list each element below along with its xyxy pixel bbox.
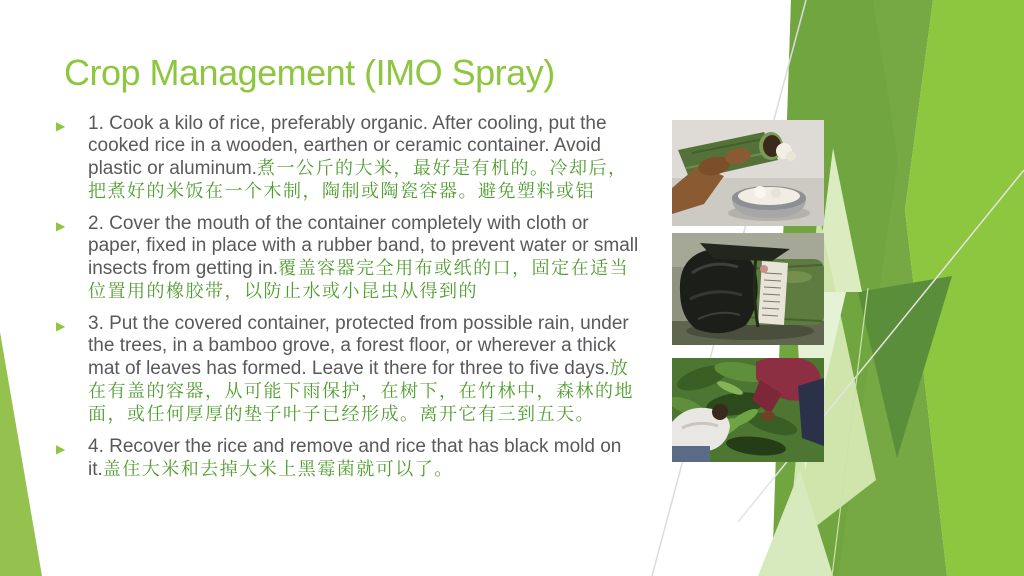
photo-wrapped-container [672, 233, 824, 345]
bullet-triangle-icon: ▶ [56, 442, 66, 456]
bullet-english-text: 4. Recover the rice and remove and rice that has black mold on it. [88, 436, 622, 480]
bullet-triangle-icon: ▶ [56, 319, 66, 333]
list-item [56, 113, 640, 203]
bullet-english-text: 1. Cook a kilo of rice, preferably organic. After cooling, put the cooked rice in a wooden, earthen or ceramic container. Avoid plastic or aluminum. [88, 113, 607, 179]
bullet-text [88, 313, 640, 426]
left-accent-wedge [0, 332, 42, 576]
bullet-english-text: 3. Put the covered container, protected from possible rain, under the trees, in a bamboo grove, a forest floor, or wherever a thick mat of leaves has formed. Leave it there for three to five days. [88, 313, 629, 379]
photo-bamboo-grove [672, 358, 824, 462]
bullet-triangle-icon: ▶ [56, 119, 66, 133]
photo-bamboo-grove-illustration [672, 358, 824, 462]
bullet-text [88, 113, 640, 203]
bullet-chinese-text: 覆盖容器完全用布或纸的口，固定在适当位置用的橡胶带，以防止水或小昆虫从得到的 [88, 258, 630, 301]
photo-wrapped-container-illustration [672, 233, 824, 345]
page-title: Crop Management (IMO Spray) [64, 52, 555, 93]
bullet-text [88, 436, 640, 481]
bullet-chinese-text: 放在有盖的容器，从可能下雨保护，在树下，在竹林中，森林的地面，或任何厚厚的垫子叶子已经形成。离开它有三到五天。 [88, 358, 634, 424]
bullet-list [56, 113, 640, 481]
bullet-chinese-text: 煮一公斤的大米，最好是有机的。冷却后，把煮好的米饭在一个木制，陶制或陶瓷容器。避免塑料或铝 [88, 158, 628, 201]
bullet-triangle-icon: ▶ [56, 219, 66, 233]
list-item [56, 213, 640, 303]
list-item [56, 436, 640, 481]
list-item [56, 313, 640, 426]
photo-rice-bamboo-bowl-illustration [672, 120, 824, 226]
photo-rice-bamboo-bowl [672, 120, 824, 226]
bullet-chinese-text: 盖住大米和去掉大米上黑霉菌就可以了。 [102, 459, 454, 479]
bullet-english-text: 2. Cover the mouth of the container completely with cloth or paper, fixed in place with a rubber band, to prevent water or small insects from getting in. [88, 213, 639, 279]
bullet-text [88, 213, 640, 303]
